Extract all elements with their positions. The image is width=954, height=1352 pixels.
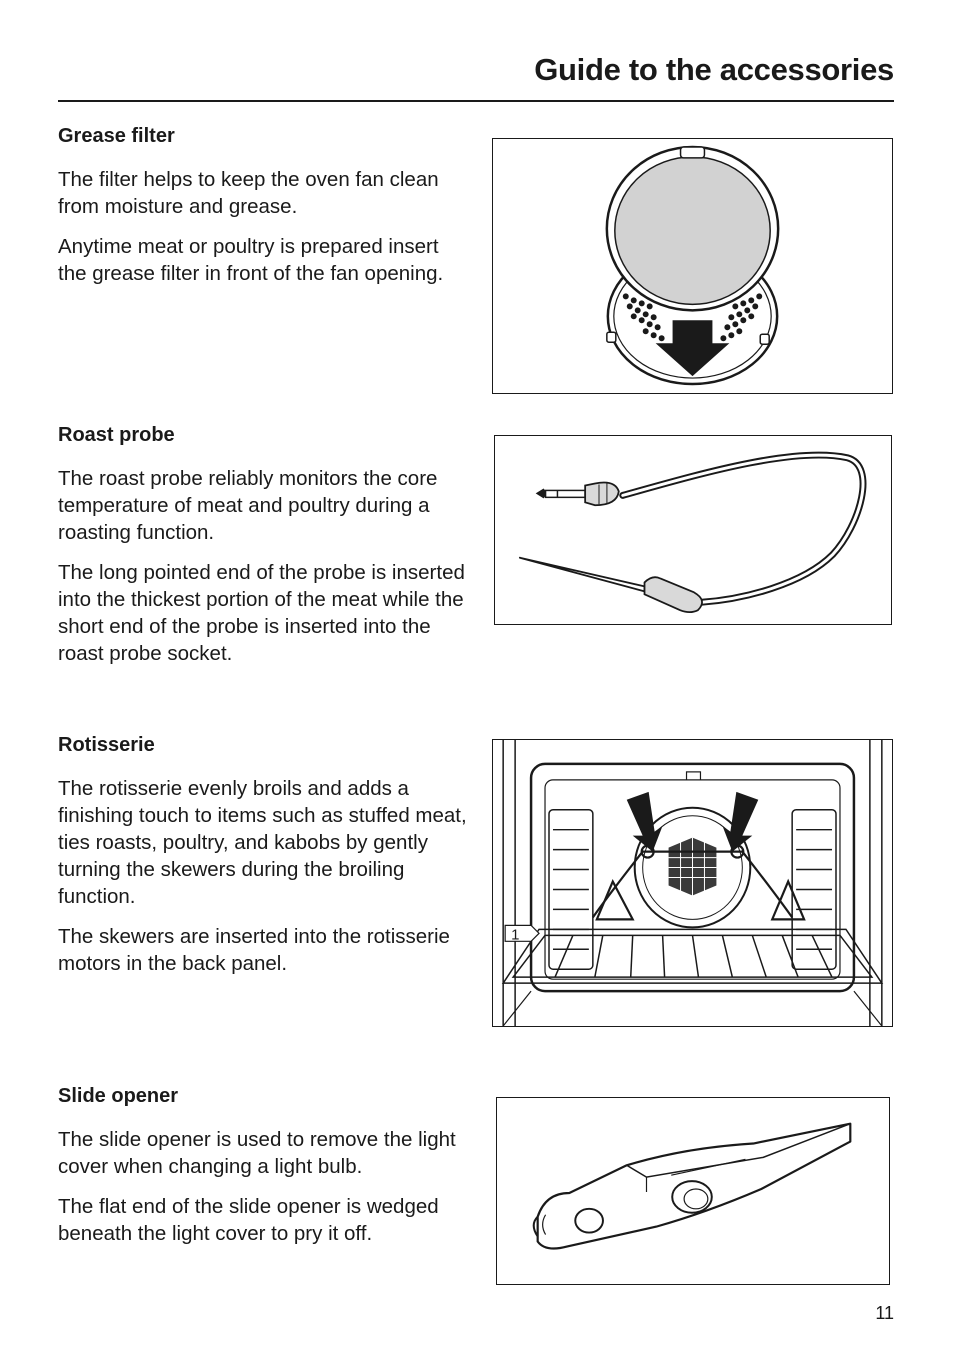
rotisserie-drawing: [493, 740, 892, 1026]
section-heading: Grease filter: [58, 125, 175, 147]
roast-probe-drawing: [495, 436, 891, 624]
slide-opener-drawing: [497, 1098, 889, 1284]
paragraph: The flat end of the slide opener is wedged beneath the light cover to pry it off.: [58, 1195, 439, 1245]
grease-filter-drawing: [493, 139, 892, 393]
paragraph: Anytime meat or poultry is prepared insert the grease filter in front of the fan opening.: [58, 235, 444, 285]
shelf-position-label: 1: [511, 926, 520, 944]
section-roast-probe: [58, 424, 468, 680]
roast-probe-illustration: [494, 435, 892, 625]
paragraph: The rotisserie evenly broils and adds a finishing touch to items such as stuffed meat, ties roasts, poultry, and kabobs by gently turning the skewers during the broiling function.: [58, 777, 467, 908]
page-title: Guide to the accessories: [534, 52, 894, 87]
section-grease-filter: [58, 125, 468, 300]
section-rotisserie: [58, 734, 468, 990]
paragraph: The filter helps to keep the oven fan clean from moisture and grease.: [58, 168, 439, 218]
paragraph: The slide opener is used to remove the light cover when changing a light bulb.: [58, 1128, 456, 1178]
section-heading: Roast probe: [58, 424, 175, 446]
paragraph: The skewers are inserted into the rotisserie motors in the back panel.: [58, 925, 450, 975]
title-rule: [58, 100, 894, 102]
section-heading: Slide opener: [58, 1085, 179, 1107]
section-heading: Rotisserie: [58, 734, 155, 756]
page-number: 11: [875, 1303, 894, 1323]
grease-filter-illustration: [492, 138, 893, 394]
section-slide-opener: [58, 1085, 468, 1260]
paragraph: The long pointed end of the probe is inserted into the thickest portion of the meat while the short end of the probe is inserted into the roast probe socket.: [58, 561, 465, 665]
rotisserie-illustration: [492, 739, 893, 1027]
paragraph: The roast probe reliably monitors the core temperature of meat and poultry during a roasting function.: [58, 467, 438, 544]
slide-opener-illustration: [496, 1097, 890, 1285]
